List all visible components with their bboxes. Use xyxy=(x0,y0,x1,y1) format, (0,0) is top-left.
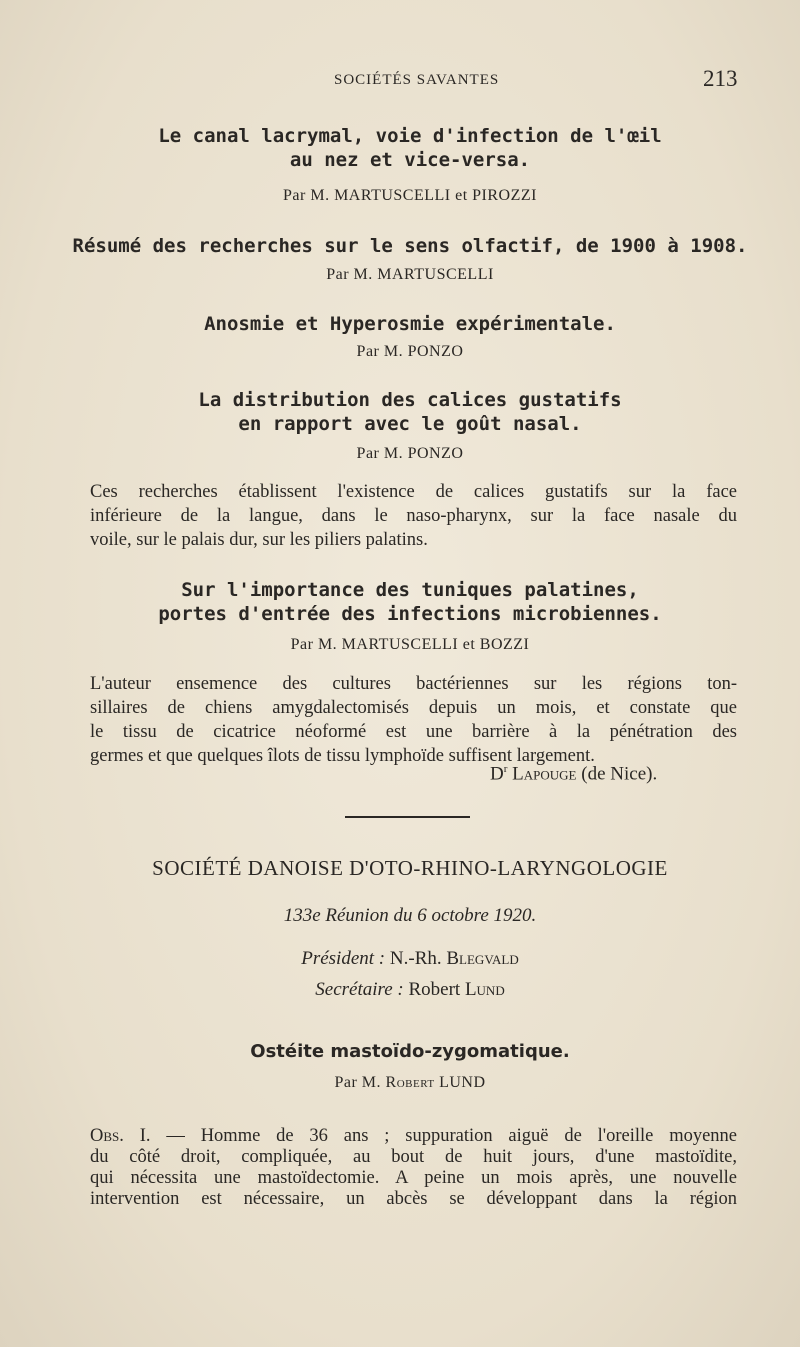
article-body xyxy=(90,1126,737,1210)
page-header xyxy=(0,68,800,98)
author-signature: $D^r$ Lapouge (de Nice). xyxy=(490,763,658,785)
body-line: inférieure de la langue, dans le naso-pharynx, sur la face nasale du xyxy=(90,506,737,526)
article-byline: Par M. PONZO xyxy=(356,445,464,462)
article-byline: Par M. MARTUSCELLI et PIROZZI xyxy=(283,187,537,204)
running-title: SOCIÉTÉS SAVANTES xyxy=(334,72,500,88)
body-line: Obs. I. — Homme de 36 ans ; suppuration aiguë de l'oreille moyenne xyxy=(90,1126,738,1146)
article-title xyxy=(90,312,730,336)
article-title xyxy=(90,124,730,172)
article-byline: Par M. MARTUSCELLI xyxy=(326,266,494,283)
title-line: Sur l'importance des tuniques palatines, xyxy=(181,579,639,601)
body-line: Ces recherches établissent l'existence de calices gustatifs sur la face xyxy=(90,482,737,502)
title-line: au nez et vice-versa. xyxy=(289,149,531,171)
secretary-line: Secrétaire : Robert Lund xyxy=(315,979,505,1000)
body-line: du côté droit, compliquée, au bout de huit jours, d'une mastoïdite, xyxy=(90,1147,737,1167)
article-byline: Par M. PONZO xyxy=(356,343,464,360)
title-line: Anosmie et Hyperosmie expérimentale. xyxy=(204,313,616,335)
meeting-date: 133e Réunion du 6 octobre 1920. xyxy=(283,905,537,926)
title-line: La distribution des calices gustatifs xyxy=(198,389,622,411)
article-body xyxy=(90,672,737,768)
body-line: voile, sur le palais dur, sur les piliers palatins. xyxy=(90,530,428,550)
article-byline: Par M. Robert LUND xyxy=(334,1074,486,1091)
title-line: en rapport avec le goût nasal. xyxy=(238,413,582,435)
president-line: Président : N.-Rh. Blegvald xyxy=(301,948,519,969)
article-title xyxy=(60,234,760,258)
body-line: qui nécessita une mastoïdectomie. A peine un mois après, une nouvelle xyxy=(90,1168,737,1188)
society-heading: SOCIÉTÉ DANOISE D'OTO-RHINO-LARYNGOLOGIE xyxy=(152,856,668,880)
article-title: Ostéite mastoïdo-zygomatique. xyxy=(250,1041,570,1062)
article-title xyxy=(90,388,730,436)
body-line: le tissu de cicatrice néoformé est une barrière à la pénétration des xyxy=(90,722,737,742)
page-number: 213 xyxy=(703,66,738,91)
body-line: L'auteur ensemence des cultures bactériennes sur les régions ton- xyxy=(90,674,737,694)
article-body xyxy=(90,480,737,552)
body-line: germes et que quelques îlots de tissu lymphoïde suffisent largement. xyxy=(90,746,595,766)
title-line: portes d'entrée des infections microbiennes. xyxy=(158,603,662,625)
body-line: intervention est nécessaire, un abcès se développant dans la région xyxy=(90,1189,737,1209)
title-line: Le canal lacrymal, voie d'infection de l'œil xyxy=(158,125,662,147)
title-line: Résumé des recherches sur le sens olfactif, de 1900 à 1908. xyxy=(72,235,748,257)
section-divider xyxy=(345,816,470,818)
body-line: sillaires de chiens amygdalectomisés depuis un mois, et constate que xyxy=(90,698,737,718)
article-title xyxy=(60,578,760,626)
article-byline: Par M. MARTUSCELLI et BOZZI xyxy=(290,636,530,653)
